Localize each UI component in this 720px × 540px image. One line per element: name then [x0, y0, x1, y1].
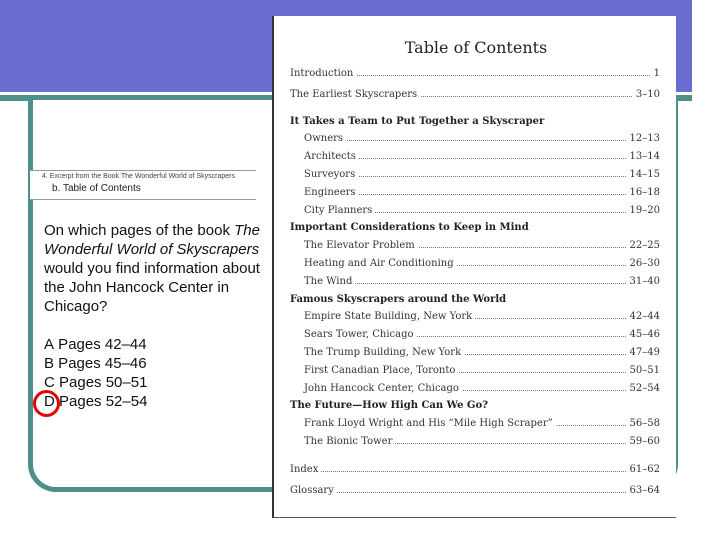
answer-letter: B — [44, 355, 55, 372]
toc-entry-index — [274, 464, 678, 480]
answer-text: Pages 52–54 — [54, 393, 148, 410]
answer-letter: A — [44, 336, 55, 353]
toc-entry-pages: 56–58 — [627, 418, 660, 429]
excerpt-caption — [30, 170, 256, 200]
toc-entry-label: Architects — [304, 151, 359, 162]
toc-title: Table of Contents — [404, 38, 548, 57]
toc-entry-label: The Elevator Problem — [304, 240, 418, 251]
toc-leader-dots — [304, 283, 658, 284]
excerpt-subtitle: b. Table of Contents — [52, 183, 141, 194]
toc-entry-pages: 59–60 — [627, 436, 660, 447]
toc-entry-label: First Canadian Place, Toronto — [304, 365, 458, 376]
toc-entry-pages: 3–10 — [633, 89, 660, 100]
toc-entry-pages: 12–13 — [627, 133, 660, 144]
excerpt-source: 4. Excerpt from the Book The Wonderful World of Skyscrapers — [42, 173, 235, 180]
toc-entry-pages: 45–46 — [627, 329, 660, 340]
toc-entry — [274, 311, 678, 327]
toc-entry — [274, 418, 678, 434]
toc-entry-label: The Trump Building, New York — [304, 347, 464, 358]
toc-entry-pages: 42–44 — [627, 311, 660, 322]
toc-entry-pages: 22–25 — [627, 240, 660, 251]
question-prefix: On which pages of the book — [44, 222, 235, 239]
toc-page — [272, 16, 676, 518]
toc-entry-label: Surveyors — [304, 169, 358, 180]
question-text — [44, 221, 268, 316]
toc-entry-label: The Wind — [304, 276, 355, 287]
toc-entry-label: The Bionic Tower — [304, 436, 395, 447]
toc-leader-dots — [290, 492, 658, 493]
toc-entry — [274, 205, 678, 221]
toc-leader-dots — [290, 471, 658, 472]
toc-entry — [274, 133, 678, 149]
toc-entry — [274, 169, 678, 185]
question-suffix: would you find information about the John Hancock Center in Chicago? — [44, 260, 260, 315]
answer-text: Pages 50–51 — [54, 374, 148, 391]
toc-entry-label: Glossary — [290, 485, 337, 496]
toc-entry — [274, 365, 678, 381]
toc-entry — [274, 329, 678, 345]
toc-entry-introduction — [274, 68, 678, 84]
toc-entry-glossary — [274, 485, 678, 501]
toc-entry-pages: 13–14 — [627, 151, 660, 162]
toc-entry — [274, 258, 678, 274]
toc-entry-pages: 63–64 — [627, 485, 660, 496]
toc-entry-pages: 52–54 — [627, 383, 660, 394]
answer-letter: C — [44, 374, 55, 391]
toc-entry-label: Empire State Building, New York — [304, 311, 475, 322]
toc-entry-label: Index — [290, 464, 321, 475]
toc-entry-label: Sears Tower, Chicago — [304, 329, 417, 340]
toc-entry — [274, 151, 678, 167]
toc-section-heading: The Future—How High Can We Go? — [290, 400, 488, 412]
toc-entry-label: Introduction — [290, 68, 356, 79]
toc-entry-label: Frank Lloyd Wright and His “Mile High Scraper” — [304, 418, 556, 429]
answer-text: Pages 42–44 — [54, 336, 147, 353]
toc-section-heading: Important Considerations to Keep in Mind — [290, 222, 529, 234]
toc-entry-pages: 26–30 — [627, 258, 660, 269]
toc-entry-label: Owners — [304, 133, 346, 144]
toc-entry-pages: 61–62 — [627, 464, 660, 475]
toc-entry-label: The Earliest Skyscrapers — [290, 89, 420, 100]
toc-entry-pages: 14–15 — [627, 169, 660, 180]
toc-entry — [274, 383, 678, 399]
answer-option-a[interactable] — [44, 335, 147, 354]
toc-entry-earliest — [274, 89, 678, 105]
toc-leader-dots — [304, 140, 658, 141]
answer-text: Pages 45–46 — [54, 355, 147, 372]
answer-option-b[interactable] — [44, 354, 147, 373]
selected-answer-circle — [33, 390, 60, 417]
toc-entry-pages: 16–18 — [627, 187, 660, 198]
toc-section-heading: Famous Skyscrapers around the World — [290, 293, 507, 305]
toc-entry — [274, 436, 678, 452]
toc-entry — [274, 187, 678, 203]
toc-entry-pages: 31–40 — [627, 276, 660, 287]
question-book-title: The Wonderful World of Skyscrapers — [44, 222, 260, 258]
toc-entry-pages: 1 — [651, 68, 660, 79]
toc-entry-label: City Planners — [304, 205, 375, 216]
toc-entry-label: Engineers — [304, 187, 359, 198]
toc-entry-pages: 50–51 — [627, 365, 660, 376]
toc-entry — [274, 240, 678, 256]
toc-entry — [274, 276, 678, 292]
toc-entry — [274, 347, 678, 363]
toc-entry-pages: 47–49 — [627, 347, 660, 358]
toc-entry-pages: 19–20 — [627, 205, 660, 216]
toc-entry-label: Heating and Air Conditioning — [304, 258, 457, 269]
toc-entry-label: John Hancock Center, Chicago — [304, 383, 462, 394]
answer-option-c[interactable] — [44, 373, 147, 392]
answer-letter: D — [44, 393, 55, 410]
toc-section-heading: It Takes a Team to Put Together a Skyscraper — [290, 115, 545, 127]
